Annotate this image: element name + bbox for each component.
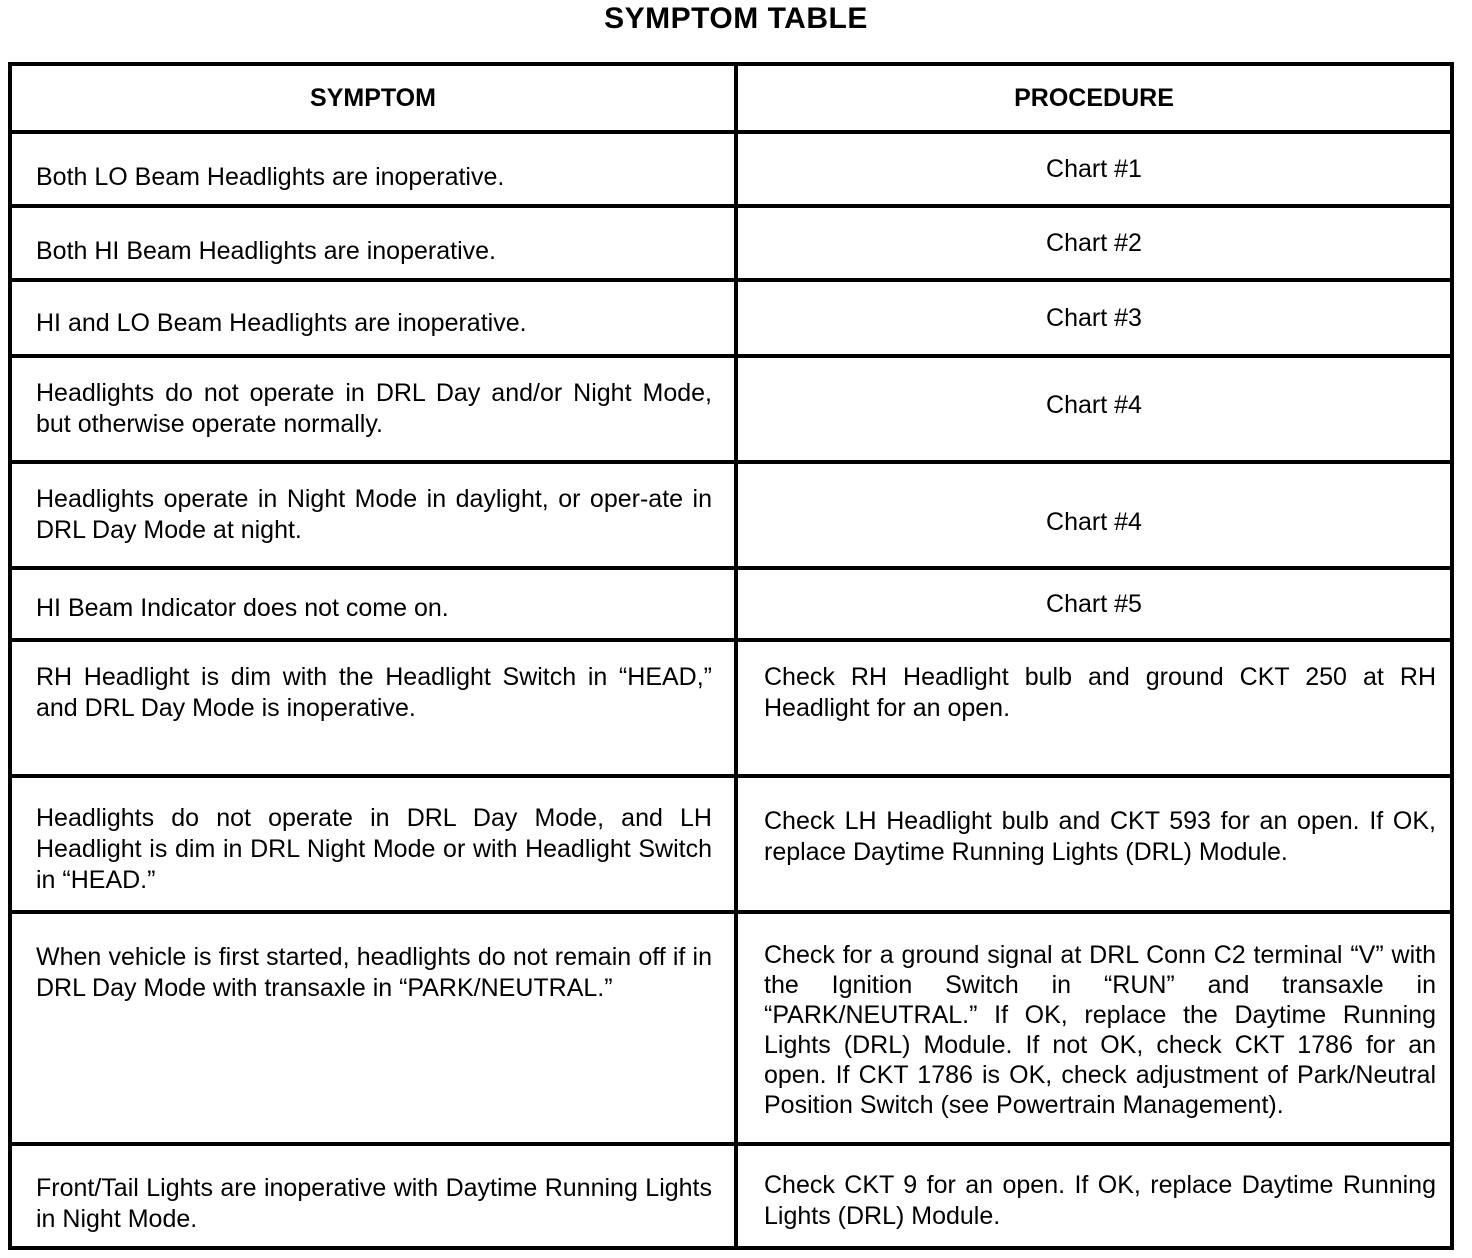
symptom-cell: When vehicle is first started, headlights do not remain off if in DRL Day Mode with transaxle in “PARK/NEUTRAL.” <box>10 912 736 1144</box>
symptom-cell: Headlights do not operate in DRL Day Mode, and LH Headlight is dim in DRL Night Mode or with Headlight Switch in “HEAD.” <box>10 776 736 912</box>
procedure-cell: Check for a ground signal at DRL Conn C2 terminal “V” with the Ignition Switch in “RUN” and transaxle in “PARK/NEUTRAL.” If OK, replace the Daytime Running Lights (DRL) Module. If not OK, check CKT 1786 for an open. If CKT 1786 is OK, check adjustment of Park/Neutral Position Switch (see Powertrain Management). <box>736 912 1452 1144</box>
symptom-cell: Headlights do not operate in DRL Day and/or Night Mode, but otherwise operate normally. <box>10 356 736 462</box>
table-row <box>10 640 1452 776</box>
table-header-row <box>10 64 1452 132</box>
procedure-cell: Chart #4 <box>736 356 1452 462</box>
procedure-cell: Check CKT 9 for an open. If OK, replace Daytime Running Lights (DRL) Module. <box>736 1144 1452 1248</box>
procedure-column-header: PROCEDURE <box>736 64 1452 132</box>
table-row <box>10 1144 1452 1248</box>
table-row <box>10 356 1452 462</box>
procedure-cell: Chart #4 <box>736 462 1452 568</box>
procedure-cell: Check RH Headlight bulb and ground CKT 250 at RH Headlight for an open. <box>736 640 1452 776</box>
procedure-cell: Chart #1 <box>736 132 1452 206</box>
procedure-cell: Chart #5 <box>736 568 1452 640</box>
procedure-cell: Chart #2 <box>736 206 1452 280</box>
table-row <box>10 568 1452 640</box>
table-row <box>10 280 1452 356</box>
symptom-cell: Headlights operate in Night Mode in daylight, or oper-ate in DRL Day Mode at night. <box>10 462 736 568</box>
symptom-cell: HI and LO Beam Headlights are inoperative. <box>10 280 736 356</box>
table-row <box>10 132 1452 206</box>
symptom-cell: Front/Tail Lights are inoperative with Daytime Running Lights in Night Mode. <box>10 1144 736 1248</box>
table-row <box>10 912 1452 1144</box>
procedure-cell: Chart #3 <box>736 280 1452 356</box>
symptom-cell: HI Beam Indicator does not come on. <box>10 568 736 640</box>
symptom-table <box>8 62 1454 1250</box>
symptom-column-header: SYMPTOM <box>10 64 736 132</box>
table-row <box>10 206 1452 280</box>
page-title: SYMPTOM TABLE <box>604 2 868 35</box>
table-row <box>10 776 1452 912</box>
symptom-cell: Both LO Beam Headlights are inoperative. <box>10 132 736 206</box>
symptom-cell: Both HI Beam Headlights are inoperative. <box>10 206 736 280</box>
procedure-cell: Check LH Headlight bulb and CKT 593 for an open. If OK, replace Daytime Running Lights (DRL) Module. <box>736 776 1452 912</box>
table-row <box>10 462 1452 568</box>
symptom-cell: RH Headlight is dim with the Headlight Switch in “HEAD,” and DRL Day Mode is inoperative. <box>10 640 736 776</box>
